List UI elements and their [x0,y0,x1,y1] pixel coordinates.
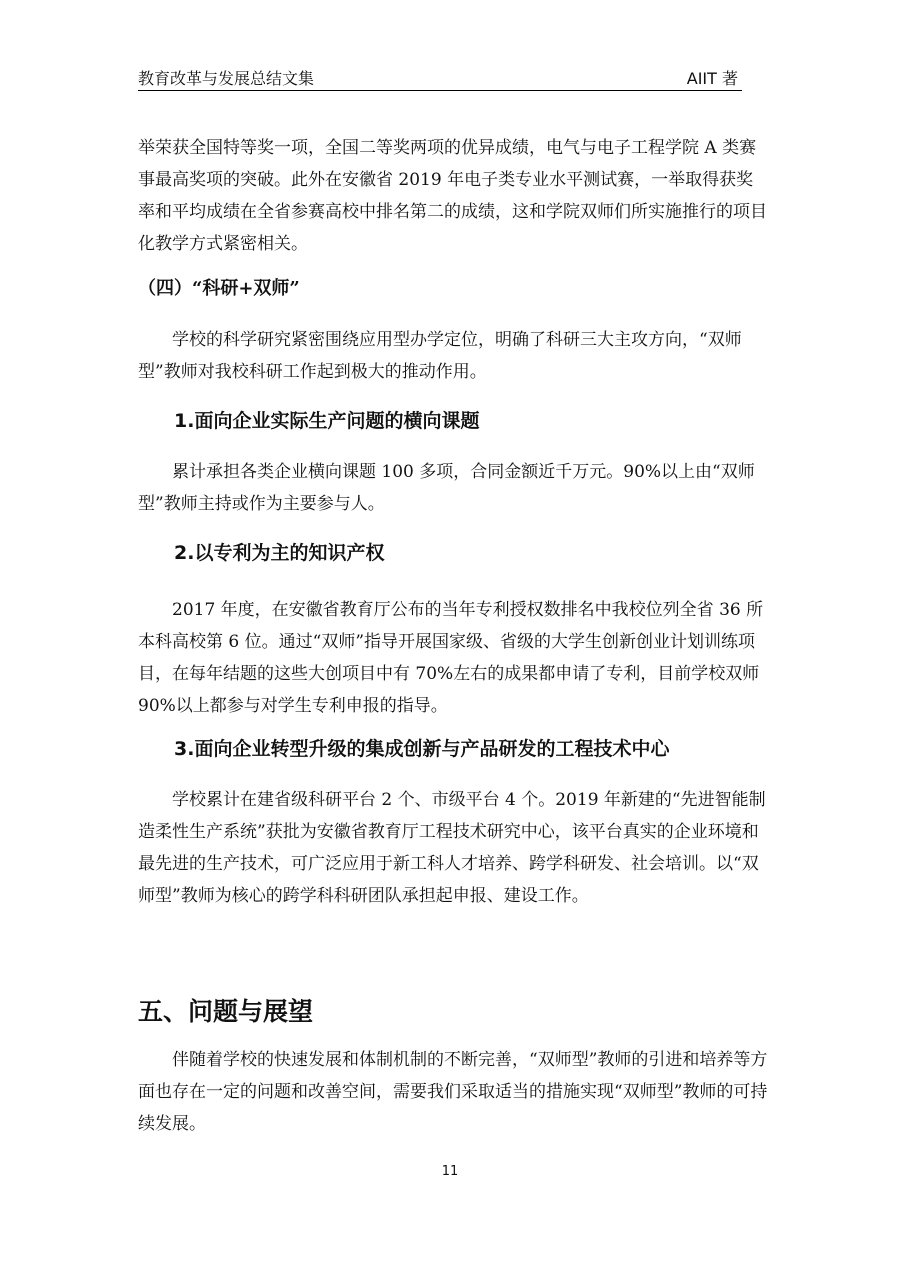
subsection-1-paragraph: 累计承担各类企业横向课题 100 多项，合同金额近千万元。90%以上由“双师型”教师主持或作为主要参与人。 [138,462,755,514]
subsection-3-paragraph: 学校累计在建省级科研平台 2 个、市级平台 4 个。2019 年新建的“先进智能制造柔性生产系统”获批为安徽省教育厅工程技术研究中心，该平台真实的企业环境和最先进的生产技术，可广泛应用于新工科人才培养、跨学科研发、社会培训。以“双师型”教师为核心的跨学科科研团队承担起申报、建设工作。 [138,790,766,906]
page-header [138,66,742,91]
subsection-1-heading: 1.面向企业实际生产问题的横向课题 [174,410,480,432]
section-4-heading: （四）“科研+双师” [138,278,300,299]
chapter-5-paragraph: 伴随着学校的快速发展和体制机制的不断完善，“双师型”教师的引进和培养等方面也存在一定的问题和改善空间，需要我们采取适当的措施实现“双师型”教师的可持续发展。 [138,1050,768,1134]
subsection-2-heading: 2.以专利为主的知识产权 [174,542,385,564]
page-number: 11 [441,1164,459,1179]
header-author: AIIT 著 [686,69,738,88]
subsection-3-heading: 3.面向企业转型升级的集成创新与产品研发的工程技术中心 [174,738,670,760]
subsection-2-paragraph: 2017 年度，在安徽省教育厅公布的当年专利授权数排名中我校位列全省 36 所本科高校第 6 位。通过“双师”指导开展国家级、省级的大学生创新创业计划训练项目，在每年结题的这些大创项目中有 70%左右的成果都申请了专利，目前学校双师 90%以上都参与对学生专利申报的指导。 [138,600,765,716]
intro-paragraph: 举荣获全国特等奖一项，全国二等奖两项的优异成绩，电气与电子工程学院 A 类赛事最高奖项的突破。此外在安徽省 2019 年电子类专业水平测试赛，一举取得获奖率和平均成绩在全省参赛高校中排名第二的成绩，这和学院双师们所实施推行的项目化教学方式紧密相关。 [138,138,767,254]
header-book-title: 教育改革与发展总结文集 [138,69,315,88]
section-4-paragraph: 学校的科学研究紧密围绕应用型办学定位，明确了科研三大主攻方向，“双师型”教师对我校科研工作起到极大的推动作用。 [138,330,742,382]
chapter-5-heading: 五、问题与展望 [138,997,314,1026]
